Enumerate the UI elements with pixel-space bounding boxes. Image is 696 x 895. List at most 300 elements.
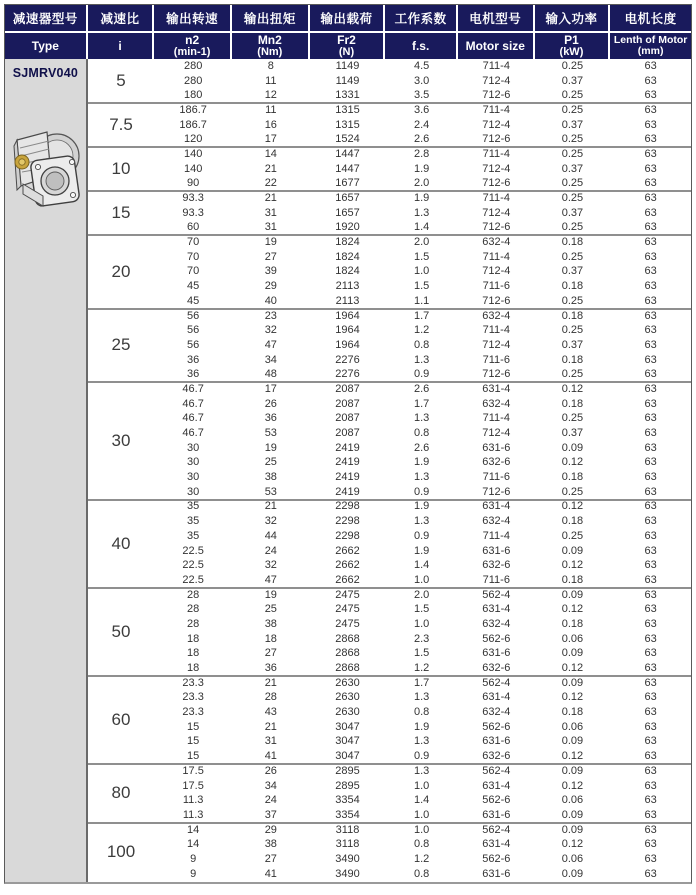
table-cell: 0.18 (561, 397, 584, 410)
table-cell: 21 (264, 500, 277, 513)
table-cell: 2.6 (413, 382, 430, 395)
ratio-value: 25 (111, 335, 131, 355)
table-cell: 11.3 (182, 808, 204, 821)
table-row (154, 338, 691, 353)
table-cell: 0.37 (561, 338, 584, 351)
table-cell: 0.25 (561, 368, 584, 381)
table-cell: 1964 (335, 309, 360, 322)
table-cell: 63 (644, 706, 657, 719)
table-cell: 63 (644, 162, 657, 175)
table-cell: 1920 (335, 221, 360, 234)
table-cell: 711-4 (482, 192, 510, 205)
table-cell: 45 (187, 280, 200, 293)
table-cell: 3.6 (413, 103, 430, 116)
table-row (154, 367, 691, 382)
table-cell: 2630 (335, 676, 360, 689)
table-cell: 60 (187, 221, 200, 234)
table-cell: 631-4 (482, 500, 511, 513)
table-row (154, 88, 691, 103)
table-cell: 40 (264, 294, 277, 307)
table-cell: 0.25 (561, 147, 584, 160)
table-cell: 0.25 (561, 221, 584, 234)
table-cell: 712-6 (482, 368, 511, 381)
table-cell: 32 (264, 324, 277, 337)
table-row (154, 808, 691, 823)
table-row (154, 265, 691, 280)
table-cell: 631-6 (482, 808, 511, 821)
table-cell: 0.25 (561, 412, 584, 425)
table-cell: 0.09 (561, 808, 584, 821)
table-cell: 63 (644, 500, 657, 513)
table-cell: 2868 (335, 632, 360, 645)
table-cell: 2.0 (413, 236, 430, 249)
table-cell: 63 (644, 118, 657, 131)
table-cell: 63 (644, 59, 657, 72)
table-cell: 2419 (335, 485, 360, 498)
table-cell: 63 (644, 544, 657, 557)
table-cell: 712-4 (482, 427, 511, 440)
table-cell: 35 (187, 515, 200, 528)
table-cell: 63 (644, 294, 657, 307)
table-cell: 3490 (335, 852, 360, 865)
table-row (154, 617, 691, 632)
table-cell: 63 (644, 515, 657, 528)
table-cell: 2868 (335, 647, 360, 660)
table-cell: 632-4 (482, 236, 511, 249)
table-cell: 1657 (335, 206, 360, 219)
table-cell: 632-4 (482, 617, 511, 630)
table-cell: 31 (264, 735, 277, 748)
table-cell: 1.3 (413, 412, 430, 425)
table-cell: 0.09 (561, 676, 584, 689)
table-cell: 15 (187, 720, 200, 733)
table-cell: 2630 (335, 691, 360, 704)
table-cell: 63 (644, 588, 657, 601)
table-cell: 48 (264, 368, 277, 381)
table-cell: 1.5 (413, 250, 430, 263)
table-cell: 38 (264, 838, 277, 851)
table-cell: 22.5 (182, 544, 204, 557)
table-row (154, 735, 691, 750)
table-cell: 19 (264, 441, 277, 454)
table-cell: 27 (264, 250, 277, 263)
table-cell: 14 (187, 823, 200, 836)
column-header-cn-7: 输入功率 (535, 5, 611, 33)
table-cell: 63 (644, 867, 657, 880)
table-row (154, 191, 691, 206)
table-row (154, 441, 691, 456)
table-row (154, 235, 691, 250)
ratio-group-60 (88, 676, 691, 764)
table-cell: 0.8 (413, 867, 430, 880)
table-cell: 34 (264, 779, 277, 792)
column-header-cn-2: 输出转速 (154, 5, 232, 33)
ratio-value: 80 (111, 783, 131, 803)
table-cell: 1.9 (413, 720, 430, 733)
table-cell: 1.5 (413, 647, 430, 660)
ratio-group-30 (88, 382, 691, 500)
table-cell: 2298 (335, 515, 360, 528)
table-row (154, 558, 691, 573)
table-cell: 30 (187, 441, 200, 454)
ratio-group-25 (88, 309, 691, 382)
table-cell: 1447 (335, 162, 360, 175)
table-cell: 63 (644, 427, 657, 440)
table-cell: 712-6 (482, 221, 511, 234)
table-cell: 631-6 (482, 867, 511, 880)
table-cell: 56 (187, 324, 200, 337)
ratio-group-7.5 (88, 103, 691, 147)
table-cell: 63 (644, 250, 657, 263)
table-cell: 21 (264, 192, 277, 205)
table-cell: 63 (644, 779, 657, 792)
table-row (154, 852, 691, 867)
table-cell: 0.18 (561, 706, 584, 719)
table-cell: 63 (644, 441, 657, 454)
table-row (154, 470, 691, 485)
table-row (154, 412, 691, 427)
table-cell: 1824 (335, 236, 360, 249)
table-cell: 631-4 (482, 691, 511, 704)
table-cell: 0.12 (561, 691, 584, 704)
column-header-en-0: Type (5, 33, 88, 59)
table-cell: 2.8 (413, 147, 430, 160)
table-cell: 41 (264, 750, 277, 763)
table-cell: 63 (644, 735, 657, 748)
worm-gear-reducer-image (9, 118, 81, 243)
table-cell: 90 (187, 177, 200, 190)
table-cell: 25 (264, 603, 277, 616)
table-row (154, 206, 691, 221)
table-cell: 17 (264, 382, 277, 395)
table-cell: 2419 (335, 441, 360, 454)
column-header-cn-4: 输出载荷 (310, 5, 386, 33)
table-cell: 0.09 (561, 867, 584, 880)
table-cell: 1.5 (413, 603, 430, 616)
table-cell: 1.3 (413, 515, 430, 528)
table-cell: 38 (264, 617, 277, 630)
table-cell: 16 (264, 118, 277, 131)
table-cell: 2.3 (413, 632, 430, 645)
table-cell: 63 (644, 177, 657, 190)
header-row-cn (5, 5, 691, 33)
table-cell: 15 (187, 735, 200, 748)
table-cell: 562-6 (482, 852, 511, 865)
table-cell: 24 (264, 794, 277, 807)
table-cell: 0.25 (561, 103, 584, 116)
table-cell: 0.18 (561, 515, 584, 528)
table-row (154, 279, 691, 294)
table-cell: 18 (187, 632, 200, 645)
table-cell: 53 (264, 485, 277, 498)
column-header-en-2: n2 (min-1) (154, 33, 232, 59)
table-cell: 46.7 (182, 382, 204, 395)
table-cell: 36 (264, 662, 277, 675)
table-row (154, 764, 691, 779)
table-row (154, 691, 691, 706)
table-cell: 63 (644, 338, 657, 351)
table-cell: 1.7 (413, 676, 430, 689)
ratio-value: 20 (111, 261, 131, 281)
table-cell: 1315 (335, 103, 360, 116)
table-cell: 2087 (335, 427, 360, 440)
table-cell: 35 (187, 529, 200, 542)
table-cell: 0.18 (561, 309, 584, 322)
table-cell: 63 (644, 852, 657, 865)
table-cell: 711-4 (482, 103, 510, 116)
column-header-en-1: i (88, 33, 155, 59)
table-cell: 3.5 (413, 89, 430, 102)
table-cell: 711-6 (482, 280, 510, 293)
table-cell: 1.2 (413, 324, 430, 337)
table-cell: 29 (264, 280, 277, 293)
table-cell: 4.5 (413, 59, 430, 72)
table-row (154, 132, 691, 147)
table-cell: 711-6 (482, 471, 510, 484)
ratio-value: 50 (111, 621, 131, 641)
table-row (154, 397, 691, 412)
table-cell: 0.12 (561, 559, 584, 572)
table-cell: 711-4 (482, 324, 510, 337)
table-cell: 46.7 (182, 412, 204, 425)
table-cell: 2276 (335, 353, 360, 366)
table-cell: 711-4 (482, 529, 510, 542)
table-cell: 0.25 (561, 192, 584, 205)
table-cell: 0.18 (561, 236, 584, 249)
table-cell: 0.18 (561, 471, 584, 484)
table-cell: 46.7 (182, 397, 204, 410)
table-cell: 63 (644, 147, 657, 160)
table-cell: 3118 (335, 823, 360, 836)
table-row (154, 602, 691, 617)
table-cell: 63 (644, 324, 657, 337)
table-cell: 180 (183, 89, 203, 102)
model-label: SJMRV040 (12, 66, 78, 80)
table-cell: 23 (264, 309, 277, 322)
column-header-cn-8: 电机长度 (610, 5, 691, 33)
table-cell: 0.37 (561, 162, 584, 175)
table-cell: 0.12 (561, 838, 584, 851)
table-cell: 0.09 (561, 588, 584, 601)
table-cell: 1.3 (413, 691, 430, 704)
table-row (154, 74, 691, 89)
table-cell: 0.09 (561, 764, 584, 777)
table-cell: 120 (183, 133, 203, 146)
table-cell: 1.3 (413, 353, 430, 366)
ratio-value: 5 (116, 71, 126, 91)
table-cell: 562-4 (482, 764, 511, 777)
table-cell: 17.5 (182, 779, 204, 792)
table-cell: 632-4 (482, 309, 511, 322)
table-cell: 23.3 (182, 706, 204, 719)
table-cell: 631-4 (482, 382, 511, 395)
ratio-value: 15 (111, 203, 131, 223)
table-cell: 0.8 (413, 706, 430, 719)
table-cell: 1.3 (413, 471, 430, 484)
table-cell: 22.5 (182, 559, 204, 572)
table-cell: 63 (644, 838, 657, 851)
table-cell: 46.7 (182, 427, 204, 440)
table-row (154, 426, 691, 441)
table-cell: 2630 (335, 706, 360, 719)
ratio-value: 60 (111, 709, 131, 729)
table-cell: 63 (644, 133, 657, 146)
table-row (154, 779, 691, 794)
table-cell: 0.09 (561, 647, 584, 660)
table-cell: 70 (187, 265, 200, 278)
table-cell: 63 (644, 382, 657, 395)
column-header-cn-3: 输出扭矩 (232, 5, 310, 33)
table-cell: 63 (644, 808, 657, 821)
table-cell: 562-6 (482, 632, 511, 645)
table-row (154, 749, 691, 764)
table-cell: 31 (264, 206, 277, 219)
table-cell: 0.18 (561, 353, 584, 366)
table-cell: 631-6 (482, 735, 511, 748)
table-cell: 22.5 (182, 573, 204, 586)
table-cell: 2087 (335, 397, 360, 410)
table-cell: 0.25 (561, 89, 584, 102)
table-row (154, 250, 691, 265)
table-cell: 24 (264, 544, 277, 557)
table-cell: 1149 (335, 59, 360, 72)
table-cell: 93.3 (182, 206, 204, 219)
table-cell: 63 (644, 221, 657, 234)
table-cell: 0.9 (413, 485, 430, 498)
table-cell: 2868 (335, 662, 360, 675)
table-cell: 70 (187, 236, 200, 249)
table-cell: 1.9 (413, 162, 430, 175)
table-cell: 0.8 (413, 838, 430, 851)
table-cell: 39 (264, 265, 277, 278)
table-cell: 30 (187, 456, 200, 469)
column-header-en-7: P1 (kW) (535, 33, 611, 59)
ratio-value: 7.5 (109, 115, 133, 135)
table-cell: 17.5 (182, 764, 204, 777)
table-cell: 15 (187, 750, 200, 763)
table-row (154, 573, 691, 588)
table-cell: 14 (187, 838, 200, 851)
table-cell: 712-4 (482, 265, 511, 278)
table-cell: 0.9 (413, 368, 430, 381)
table-row (154, 676, 691, 691)
table-body (5, 59, 691, 882)
table-cell: 21 (264, 676, 277, 689)
table-cell: 63 (644, 485, 657, 498)
group-rows (154, 823, 691, 882)
table-row (154, 59, 691, 74)
table-cell: 47 (264, 338, 277, 351)
table-cell: 29 (264, 823, 277, 836)
table-cell: 63 (644, 103, 657, 116)
table-cell: 2298 (335, 500, 360, 513)
table-cell: 1824 (335, 250, 360, 263)
table-cell: 63 (644, 89, 657, 102)
table-cell: 63 (644, 206, 657, 219)
table-cell: 711-4 (482, 59, 510, 72)
table-cell: 2419 (335, 471, 360, 484)
table-cell: 63 (644, 676, 657, 689)
table-cell: 0.25 (561, 177, 584, 190)
table-cell: 0.12 (561, 603, 584, 616)
table-cell: 18 (187, 647, 200, 660)
table-row (154, 632, 691, 647)
table-cell: 36 (187, 368, 200, 381)
table-cell: 0.25 (561, 294, 584, 307)
table-row (154, 177, 691, 192)
column-header-cn-5: 工作系数 (385, 5, 458, 33)
column-header-en-5: f.s. (385, 33, 458, 59)
table-cell: 30 (187, 485, 200, 498)
table-cell: 38 (264, 471, 277, 484)
table-cell: 2.4 (413, 118, 430, 131)
table-cell: 28 (264, 691, 277, 704)
table-cell: 28 (187, 603, 200, 616)
table-cell: 63 (644, 265, 657, 278)
table-row (154, 118, 691, 133)
table-cell: 17 (264, 133, 277, 146)
table-cell: 712-6 (482, 177, 511, 190)
table-cell: 3047 (335, 735, 360, 748)
table-cell: 63 (644, 192, 657, 205)
table-cell: 562-4 (482, 823, 511, 836)
table-cell: 632-6 (482, 559, 511, 572)
ratio-value: 30 (111, 430, 131, 450)
table-cell: 712-4 (482, 162, 511, 175)
table-cell: 632-4 (482, 397, 511, 410)
table-cell: 63 (644, 573, 657, 586)
table-cell: 63 (644, 309, 657, 322)
column-header-en-8: Lenth of Motor (mm) (610, 33, 691, 59)
table-cell: 63 (644, 412, 657, 425)
table-cell: 0.9 (413, 750, 430, 763)
table-row (154, 544, 691, 559)
group-rows (154, 235, 691, 308)
table-cell: 562-6 (482, 794, 511, 807)
table-cell: 0.06 (561, 720, 584, 733)
table-cell: 93.3 (182, 192, 204, 205)
table-row (154, 705, 691, 720)
table-header (5, 5, 691, 59)
table-cell: 63 (644, 691, 657, 704)
table-cell: 1.0 (413, 617, 430, 630)
table-cell: 186.7 (179, 118, 207, 131)
table-cell: 631-6 (482, 544, 511, 557)
table-cell: 1.9 (413, 192, 430, 205)
table-cell: 0.12 (561, 456, 584, 469)
table-cell: 0.18 (561, 573, 584, 586)
table-cell: 1.4 (413, 221, 430, 234)
table-cell: 1657 (335, 192, 360, 205)
table-body-groups (88, 59, 691, 882)
group-rows (154, 676, 691, 764)
table-cell: 2.6 (413, 133, 430, 146)
table-cell: 2475 (335, 588, 360, 601)
table-cell: 1.2 (413, 852, 430, 865)
table-row (154, 147, 691, 162)
table-cell: 3047 (335, 720, 360, 733)
table-row (154, 500, 691, 515)
table-cell: 63 (644, 632, 657, 645)
table-row (154, 720, 691, 735)
table-cell: 0.8 (413, 427, 430, 440)
table-cell: 0.12 (561, 662, 584, 675)
table-cell: 1331 (335, 89, 360, 102)
table-cell: 632-4 (482, 706, 511, 719)
table-cell: 1.2 (413, 662, 430, 675)
table-cell: 2276 (335, 368, 360, 381)
table-cell: 56 (187, 309, 200, 322)
